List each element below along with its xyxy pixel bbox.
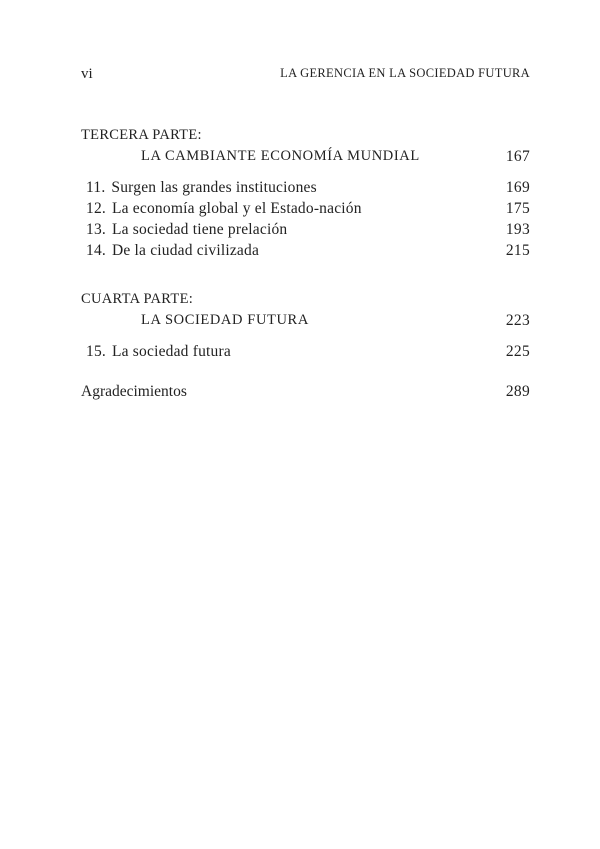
page-ref: 223 <box>505 312 530 329</box>
chapter-title <box>81 341 231 362</box>
page-ref: 289 <box>505 383 530 400</box>
part-title: LA SOCIEDAD FUTURA <box>141 312 309 328</box>
chapter-name: De la ciudad civilizada <box>111 242 260 259</box>
chapter-number: 15. <box>86 343 106 360</box>
page-ref: 169 <box>505 179 530 196</box>
part-label: CUARTA PARTE: <box>81 291 194 307</box>
section-spacer <box>81 261 530 289</box>
chapter-name: La sociedad tiene prelación <box>111 221 288 238</box>
chapter-entry <box>81 219 530 240</box>
chapter-name: La sociedad futura <box>111 343 231 360</box>
chapter-entry <box>81 198 530 219</box>
chapter-title <box>81 198 362 219</box>
part-label: TERCERA PARTE: <box>81 127 202 143</box>
page-ref: 175 <box>505 200 530 217</box>
page-ref: 167 <box>505 148 530 165</box>
section-spacer <box>81 362 530 381</box>
chapter-entry <box>81 341 530 362</box>
part-title: LA CAMBIANTE ECONOMÍA MUNDIAL <box>141 148 420 164</box>
chapter-entry <box>81 240 530 261</box>
chapter-number: 11. <box>86 179 106 196</box>
part-section <box>81 289 530 362</box>
acknowledgments-entry <box>81 381 530 402</box>
chapter-title <box>81 240 259 261</box>
page-number: vi <box>81 66 93 82</box>
chapter-number: 12. <box>86 200 106 217</box>
chapter-title <box>81 177 317 198</box>
acknowledgments-title: Agradecimientos <box>81 383 187 400</box>
page-ref: 225 <box>505 343 530 360</box>
page-ref: 193 <box>505 221 530 238</box>
chapter-title <box>81 219 287 240</box>
part-title-row <box>81 310 530 331</box>
page-ref: 215 <box>505 242 530 259</box>
chapter-name: La economía global y el Estado-nación <box>111 200 362 217</box>
part-section <box>81 125 530 261</box>
chapter-name: Surgen las grandes instituciones <box>111 179 317 196</box>
chapter-number: 13. <box>86 221 106 238</box>
table-of-contents <box>81 125 530 402</box>
part-title-row <box>81 146 530 167</box>
running-title: LA GERENCIA EN LA SOCIEDAD FUTURA <box>280 66 530 80</box>
chapter-number: 14. <box>86 242 106 259</box>
chapter-entry <box>81 177 530 198</box>
